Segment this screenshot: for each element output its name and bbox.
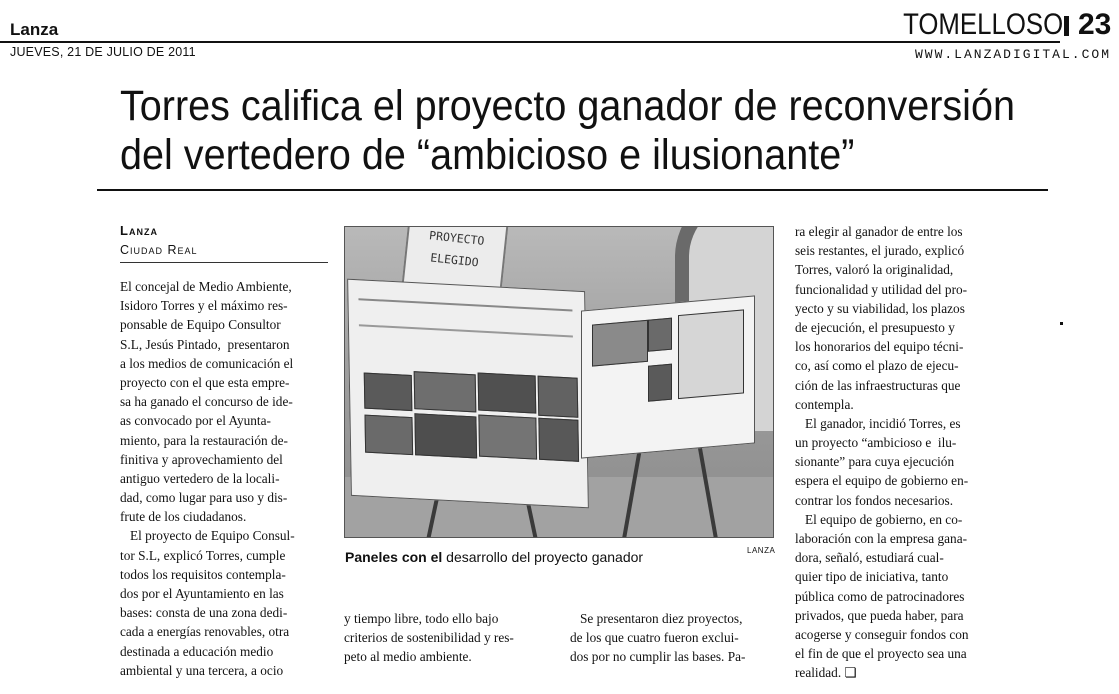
text-line: ponsable de Equipo Consultor xyxy=(120,317,281,333)
text-line: ambiental y una tercera, a ocio xyxy=(120,662,284,678)
text-line: sionante” para cuya ejecución xyxy=(795,454,955,470)
byline-author: Lanza xyxy=(120,223,158,238)
text-line: proyecto con el que esta empre- xyxy=(120,374,290,390)
text-line: de los que cuatro fueron exclui- xyxy=(570,630,739,646)
text-line: ción de las infraestructuras que xyxy=(795,377,961,393)
headline-line: Torres califica el proyecto ganador de reconversión xyxy=(120,82,1015,130)
sign-text: ELEGIDO xyxy=(429,250,480,270)
page-number: 23 xyxy=(1078,8,1112,41)
project-panel-large xyxy=(347,279,589,509)
panel-photo xyxy=(538,376,579,418)
text-line: peto al medio ambiente. xyxy=(344,649,472,665)
panel-profile-line xyxy=(359,324,573,337)
panel-photo xyxy=(414,413,477,458)
text-line: Torres, valoró la originalidad, xyxy=(795,262,954,278)
text-line: criterios de sostenibilidad y res- xyxy=(344,630,514,646)
text-line: miento, para la restauración de- xyxy=(120,432,288,448)
panel-photo xyxy=(364,415,413,456)
text-line: acogerse y conseguir fondos con xyxy=(795,626,969,642)
article-column-2 xyxy=(344,609,550,667)
panel-photo xyxy=(648,318,672,352)
sign-text: PROYECTO xyxy=(428,228,486,248)
panel-photo xyxy=(538,418,579,462)
headline-rule xyxy=(97,189,1048,191)
text-line: contempla. xyxy=(795,396,854,412)
article-column-1 xyxy=(120,277,328,680)
article-column-4 xyxy=(795,222,1000,683)
text-line: el fin de que el proyecto sea una xyxy=(795,646,967,662)
text-line: dad, como lugar para uso y dis- xyxy=(120,490,288,506)
byline-rule xyxy=(120,262,328,263)
photo-caption xyxy=(345,549,643,565)
text-line: laboración con la empresa gana- xyxy=(795,531,968,546)
text-line: as convocado por el Ayunta- xyxy=(120,413,271,429)
section-separator xyxy=(1064,16,1069,36)
panel-plan xyxy=(678,309,744,399)
text-line: a los medios de comunicación el xyxy=(120,355,294,371)
text-line: dora, señaló, estudiará cual- xyxy=(795,550,944,566)
text-line: funcionalidad y utilidad del pro- xyxy=(795,281,968,297)
photo-credit: LANZA xyxy=(747,546,776,555)
text-line: tor S.L, explicó Torres, cumple xyxy=(120,547,286,563)
text-line: contrar los fondos necesarios. xyxy=(795,492,954,508)
text-line: sa ha ganado el concurso de ide- xyxy=(120,394,293,410)
panel-map xyxy=(592,320,648,367)
text-line: co, así como el plazo de ejecu- xyxy=(795,358,959,374)
publication-name: Lanza xyxy=(10,20,59,39)
article-column-3 xyxy=(570,609,776,667)
issue-date: JUEVES, 21 DE JULIO DE 2011 xyxy=(10,45,196,59)
text-line: destinada a educación medio xyxy=(120,643,274,659)
panel-photo xyxy=(478,373,537,414)
headline-line: del vertedero de “ambicioso e ilusionante” xyxy=(120,131,855,179)
text-line: El proyecto de Equipo Consul- xyxy=(120,528,295,544)
article-photo xyxy=(344,226,774,538)
stray-dot xyxy=(1060,322,1063,325)
text-line: privados, que pueda haber, para xyxy=(795,607,964,623)
panel-photo xyxy=(478,415,537,460)
text-line: de ejecución, el presupuesto y xyxy=(795,319,955,335)
text-line: cada a energías renovables, otra xyxy=(120,624,290,640)
text-line: Isidoro Torres y el máximo res- xyxy=(120,298,288,314)
panel-photo xyxy=(364,373,413,412)
text-line: frute de los ciudadanos. xyxy=(120,509,247,525)
website-url: WWW.LANZADIGITAL.COM xyxy=(914,47,1111,62)
byline-location: Ciudad Real xyxy=(120,243,198,257)
text-line: los honorarios del equipo técni- xyxy=(795,339,964,355)
text-line: un proyecto “ambicioso e ilu- xyxy=(795,435,957,451)
text-line: ra elegir al ganador de entre los xyxy=(795,224,963,239)
caption-text: desarrollo del proyecto ganador xyxy=(442,549,644,565)
headline xyxy=(120,82,1015,180)
text-line: realidad. ❏ xyxy=(795,665,857,681)
project-panel-small xyxy=(581,295,755,458)
text-line: El ganador, incidió Torres, es xyxy=(795,415,961,431)
text-line: antiguo vertedero de la locali- xyxy=(120,470,280,486)
caption-lead: Paneles con el xyxy=(345,549,443,565)
text-line: yecto y su viabilidad, los plazos xyxy=(795,300,965,316)
text-line: bases: consta de una zona dedi- xyxy=(120,605,288,621)
text-line: todos los requisitos contempla- xyxy=(120,566,286,582)
text-line: Se presentaron diez proyectos, xyxy=(570,611,743,626)
text-line: S.L, Jesús Pintado, presentaron xyxy=(120,336,290,352)
masthead-rule xyxy=(0,41,1060,43)
text-line: dos por no cumplir las bases. Pa- xyxy=(570,649,746,665)
text-line: finitiva y aprovechamiento del xyxy=(120,451,283,467)
panel-photo xyxy=(414,371,477,412)
text-line: El equipo de gobierno, en co- xyxy=(795,511,963,527)
text-line: quier tipo de iniciativa, tanto xyxy=(795,569,949,585)
text-line: y tiempo libre, todo ello bajo xyxy=(344,611,499,626)
panel-photo xyxy=(648,364,672,402)
text-line: seis restantes, el jurado, explicó xyxy=(795,243,965,259)
text-line: espera el equipo de gobierno en- xyxy=(795,473,969,489)
section-title: TOMELLOSO xyxy=(902,8,1063,41)
text-line: El concejal de Medio Ambiente, xyxy=(120,279,292,294)
text-line: dos por el Ayuntamiento en las xyxy=(120,586,284,601)
text-line: pública como de patrocinadores xyxy=(795,588,965,604)
panel-profile-line xyxy=(358,298,572,311)
